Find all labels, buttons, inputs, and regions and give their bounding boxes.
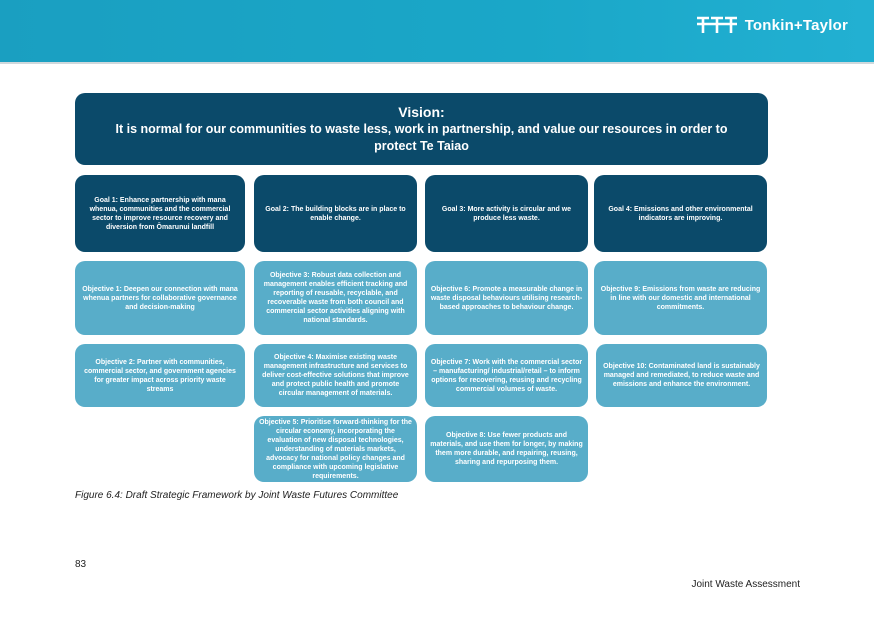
tonkin-taylor-logo-icon bbox=[695, 14, 739, 36]
objective-8-box: Objective 8: Use fewer products and materials, and use them for longer, by making them more durable, and repairing, reusing, sharing and repurposing them. bbox=[425, 416, 588, 482]
goal-3-box: Goal 3: More activity is circular and we produce less waste. bbox=[425, 175, 588, 252]
objective-9-box: Objective 9: Emissions from waste are reducing in line with our domestic and international commitments. bbox=[594, 261, 767, 335]
objective-5-box: Objective 5: Prioritise forward-thinking for the circular economy, incorporating the evaluation of new disposal technologies, understanding of materials markets, advocacy for national policy changes and compliance with upcoming legislative requirements. bbox=[254, 416, 417, 482]
vision-title: Vision: bbox=[398, 103, 445, 120]
objective-2-box: Objective 2: Partner with communities, commercial sector, and government agencies for greater impact across priority waste streams bbox=[75, 344, 245, 407]
objective-1-box: Objective 1: Deepen our connection with mana whenua partners for collaborative governance and decision-making bbox=[75, 261, 245, 335]
objective-10-box: Objective 10: Contaminated land is sustainably managed and remediated, to reduce waste and emissions and enhance the environment. bbox=[596, 344, 767, 407]
vision-box bbox=[75, 93, 768, 165]
objective-4-box: Objective 4: Maximise existing waste management infrastructure and services to deliver cost-effective solutions that improve and protect public health and promote circular management of materials. bbox=[254, 344, 417, 407]
header-divider bbox=[0, 62, 874, 64]
vision-text: It is normal for our communities to waste less, work in partnership, and value our resources in order to protect Te Taiao bbox=[115, 121, 728, 153]
objective-3-box: Objective 3: Robust data collection and management enables efficient tracking and reporting of reusable, recyclable, and recoverable waste from both council and commercial sector activities aligning with national standards. bbox=[254, 261, 417, 335]
figure-caption: Figure 6.4: Draft Strategic Framework by Joint Waste Futures Committee bbox=[75, 490, 399, 501]
footer-document-title: Joint Waste Assessment bbox=[691, 579, 800, 590]
logo-text: Tonkin+Taylor bbox=[744, 16, 848, 34]
goal-2-box: Goal 2: The building blocks are in place to enable change. bbox=[254, 175, 417, 252]
company-logo bbox=[695, 14, 848, 36]
goal-4-box: Goal 4: Emissions and other environmental indicators are improving. bbox=[594, 175, 767, 252]
objective-7-box: Objective 7: Work with the commercial sector – manufacturing/ industrial/retail – to inform options for recovering, reusing and recycling commercial volumes of waste. bbox=[425, 344, 588, 407]
objective-6-box: Objective 6: Promote a measurable change in waste disposal behaviours utilising research-based approaches to behaviour change. bbox=[425, 261, 588, 335]
goal-1-box: Goal 1: Enhance partnership with mana whenua, communities and the commercial sector to improve resource recovery and diversion from Ōmarunui landfill bbox=[75, 175, 245, 252]
page-number: 83 bbox=[75, 559, 87, 570]
